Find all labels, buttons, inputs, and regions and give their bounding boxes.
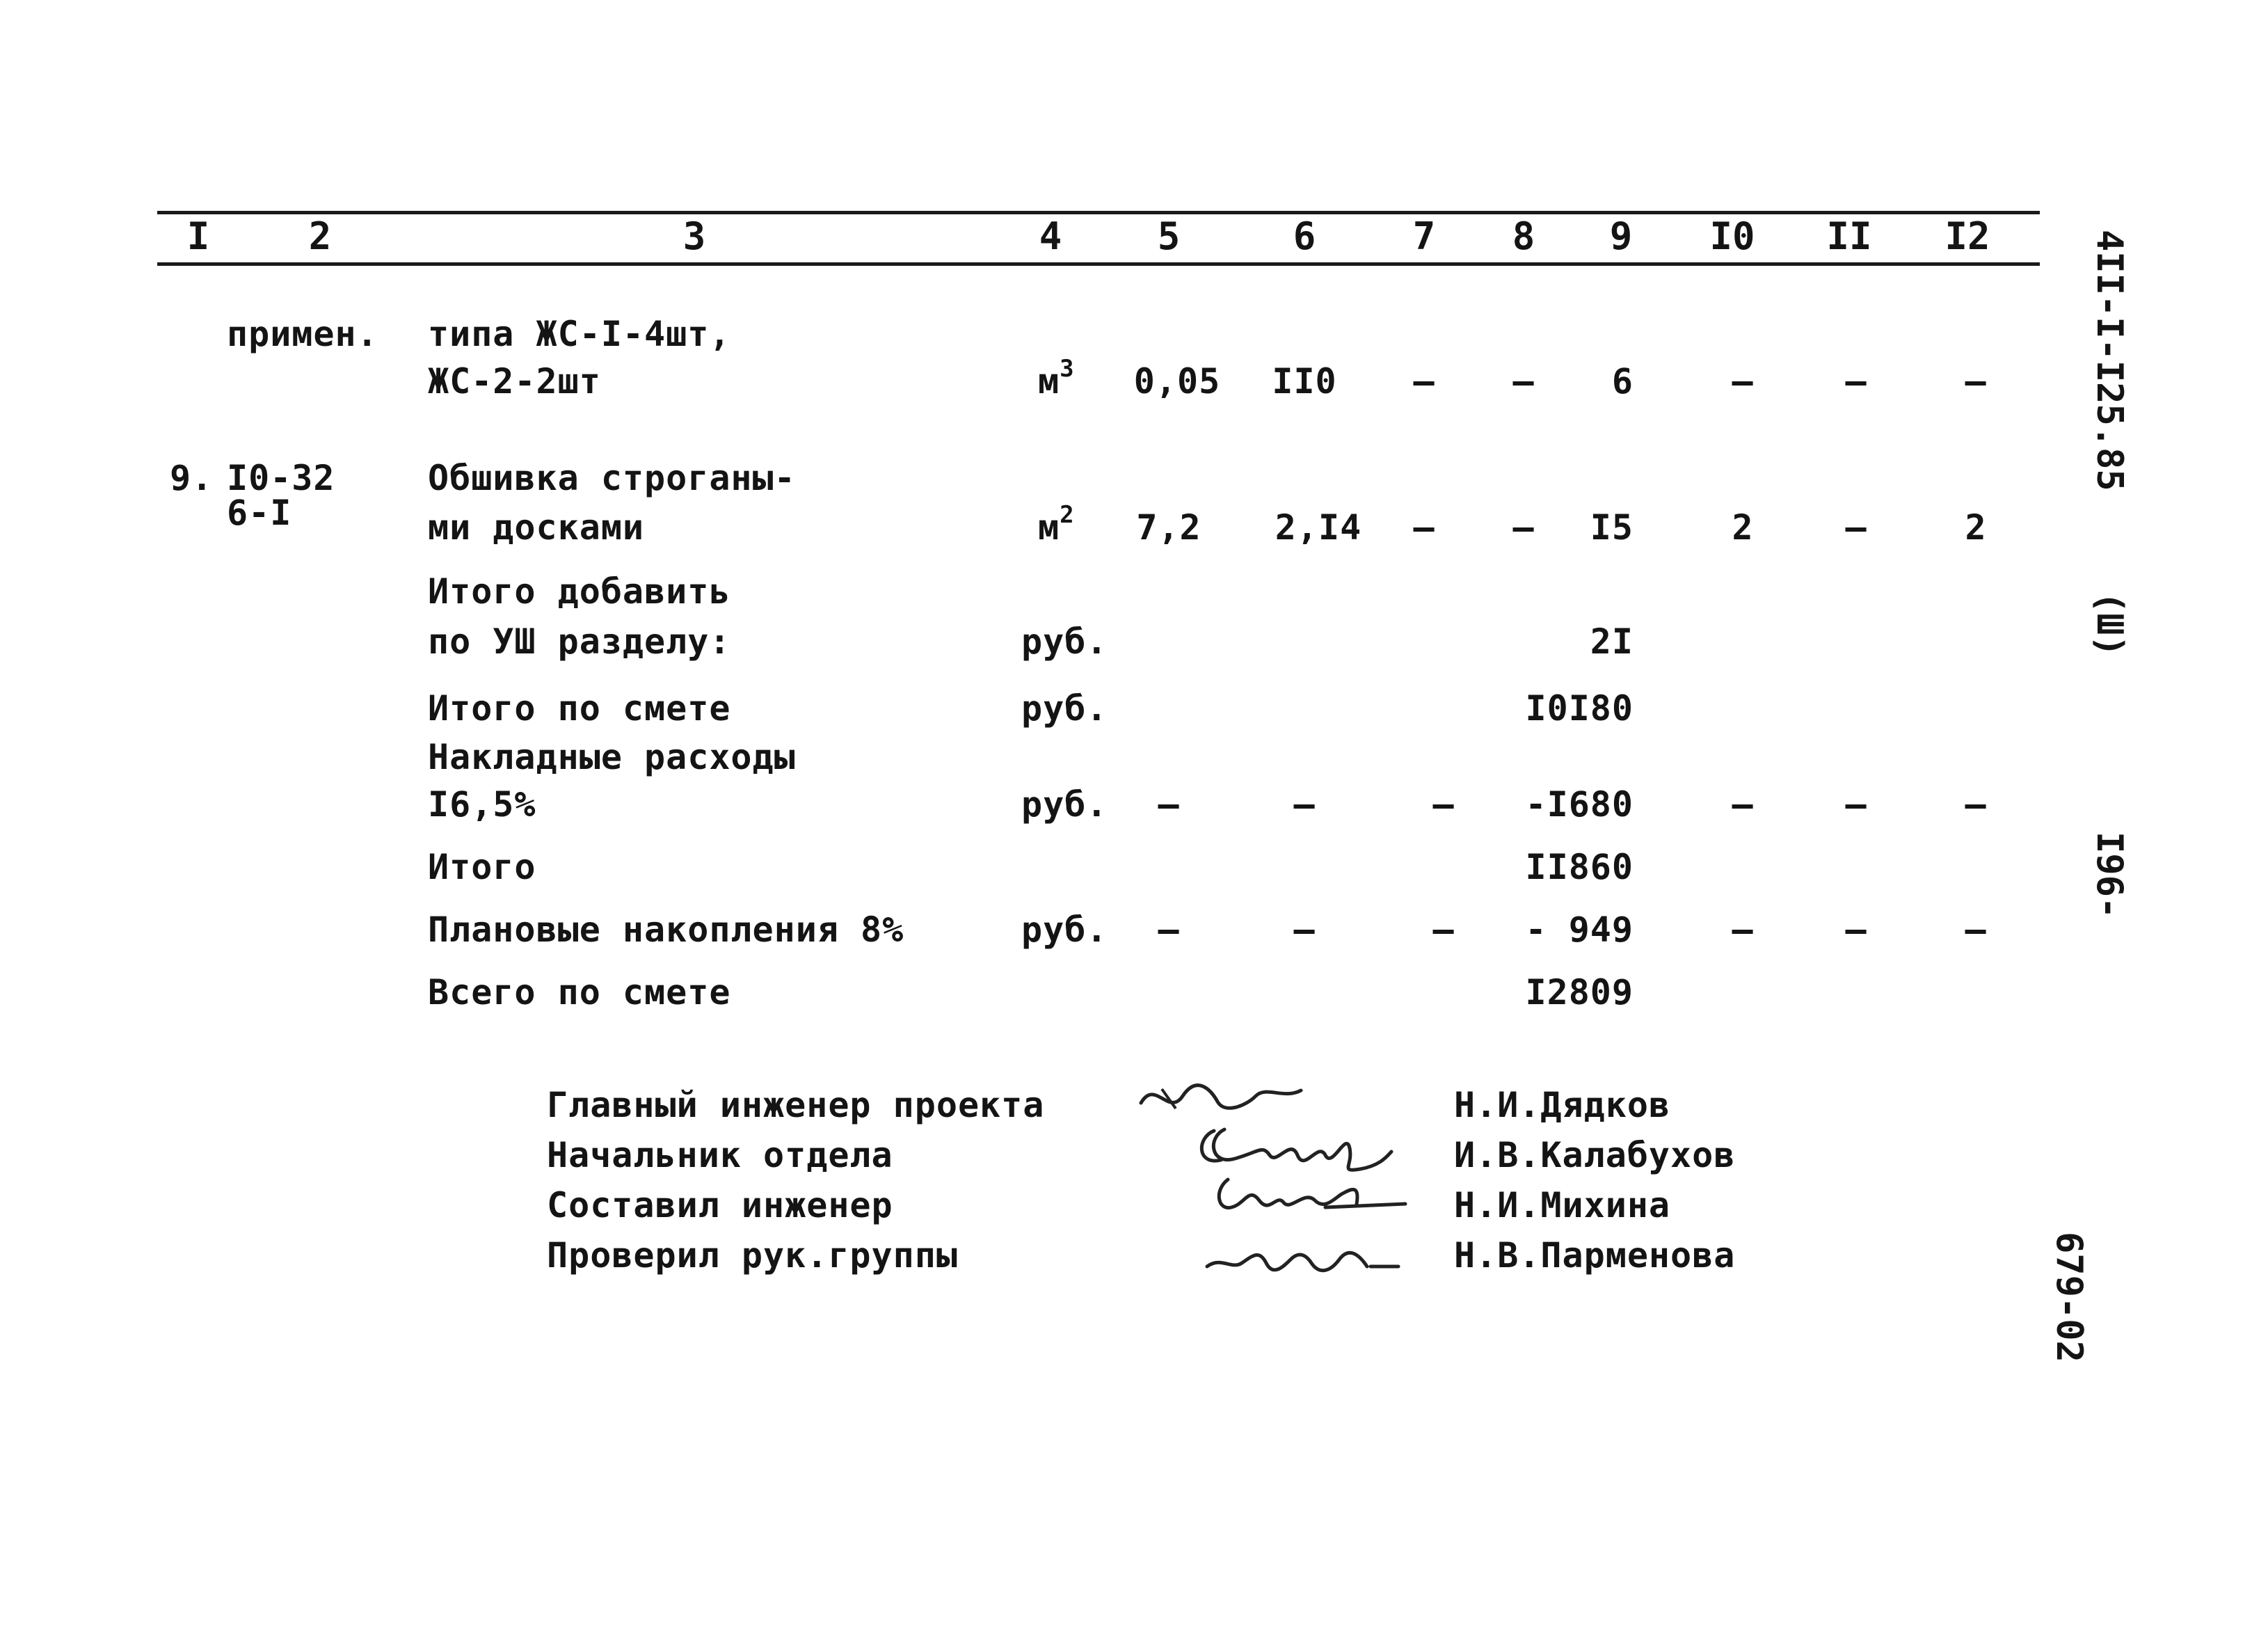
col-header-9: 9 bbox=[1609, 214, 1633, 258]
total-label-line2: I6,5% bbox=[428, 784, 536, 825]
col-header-1: I bbox=[186, 214, 210, 258]
row-col5: 7,2 bbox=[1136, 507, 1201, 548]
signer-name: Н.И.Михина bbox=[1454, 1185, 1671, 1225]
signer-name: Н.И.Дядков bbox=[1454, 1085, 1671, 1125]
row-col9: I5 bbox=[1590, 507, 1634, 548]
total-col12: – bbox=[1965, 910, 1987, 950]
row-col12: – bbox=[1965, 361, 1987, 402]
total-col10: – bbox=[1732, 910, 1754, 950]
total-value: II860 bbox=[1525, 847, 1634, 887]
total-value: I0I80 bbox=[1525, 688, 1634, 729]
total-col11: – bbox=[1845, 910, 1867, 950]
row-justification-line2: 6-I bbox=[227, 493, 292, 533]
col-header-6: 6 bbox=[1293, 214, 1316, 258]
row-justification: примен. bbox=[227, 314, 378, 354]
row-description-line1: Обшивка строганы- bbox=[428, 458, 796, 498]
total-unit: руб. bbox=[1021, 621, 1108, 662]
total-label: Всего по смете bbox=[428, 972, 731, 1012]
row-col6: 2,I4 bbox=[1275, 507, 1362, 548]
col-header-2: 2 bbox=[308, 214, 332, 258]
signer-name: И.В.Калабухов bbox=[1454, 1135, 1736, 1175]
row-number: 9. bbox=[170, 458, 214, 498]
signer-role: Главный инженер проекта bbox=[547, 1085, 1045, 1125]
row-col11: – bbox=[1845, 507, 1867, 548]
page-number: I96- bbox=[2089, 832, 2130, 919]
signer-role: Начальник отдела bbox=[547, 1135, 893, 1175]
col-header-7: 7 bbox=[1412, 214, 1436, 258]
row-col5: 0,05 bbox=[1133, 361, 1221, 402]
row-description-line2: ми досками bbox=[428, 507, 645, 548]
header-bottom-rule bbox=[157, 262, 2040, 266]
total-value: I2809 bbox=[1525, 972, 1634, 1012]
archive-stamp: 679-02 bbox=[2048, 1232, 2090, 1363]
total-col7: – bbox=[1432, 910, 1455, 950]
total-col7: – bbox=[1432, 784, 1455, 825]
total-col11: – bbox=[1845, 784, 1867, 825]
row-description-line2: ЖС-2-2шт bbox=[428, 361, 601, 402]
row-col6: II0 bbox=[1272, 361, 1337, 402]
row-justification-line1: I0-32 bbox=[227, 458, 335, 498]
total-label: Итого bbox=[428, 847, 536, 887]
row-col7: – bbox=[1413, 507, 1435, 548]
total-label-line1: Накладные расходы bbox=[428, 737, 796, 777]
total-label: Итого по смете bbox=[428, 688, 731, 729]
total-value: 2I bbox=[1590, 621, 1634, 662]
row-col10: 2 bbox=[1732, 507, 1754, 548]
signer-name: Н.В.Парменова bbox=[1454, 1235, 1736, 1276]
total-unit: руб. bbox=[1021, 784, 1108, 825]
handwritten-signature bbox=[1200, 1235, 1402, 1284]
total-unit: руб. bbox=[1021, 910, 1108, 950]
signer-role: Составил инженер bbox=[547, 1185, 893, 1225]
row-col10: – bbox=[1732, 361, 1754, 402]
col-header-3: 3 bbox=[682, 214, 706, 258]
handwritten-signature bbox=[1207, 1169, 1409, 1225]
col-header-11: II bbox=[1826, 214, 1872, 258]
col-header-8: 8 bbox=[1512, 214, 1535, 258]
col-header-10: I0 bbox=[1709, 214, 1755, 258]
total-col6: – bbox=[1293, 910, 1316, 950]
row-col9: 6 bbox=[1611, 361, 1634, 402]
total-value: - 949 bbox=[1525, 910, 1634, 950]
row-col8: – bbox=[1512, 507, 1535, 548]
row-unit: $м^2$ bbox=[1038, 501, 1075, 548]
total-col12: – bbox=[1965, 784, 1987, 825]
col-header-5: 5 bbox=[1157, 214, 1181, 258]
total-col5: – bbox=[1158, 784, 1180, 825]
total-label-line2: по УШ разделу: bbox=[428, 621, 731, 662]
header-top-rule bbox=[157, 211, 2040, 214]
col-header-4: 4 bbox=[1039, 214, 1062, 258]
document-code: 4II-I-I25.85 bbox=[2089, 230, 2130, 491]
row-unit: $м^3$ bbox=[1038, 355, 1075, 402]
total-unit: руб. bbox=[1021, 688, 1108, 729]
total-label: Плановые накопления 8% bbox=[428, 910, 904, 950]
total-label-line1: Итого добавить bbox=[428, 571, 731, 612]
total-col5: – bbox=[1158, 910, 1180, 950]
signer-role: Проверил рук.группы bbox=[547, 1235, 958, 1276]
row-description-line1: типа ЖС-I-4шт, bbox=[428, 314, 731, 354]
row-col11: – bbox=[1845, 361, 1867, 402]
row-col12: 2 bbox=[1965, 507, 1987, 548]
col-header-12: I2 bbox=[1944, 214, 1990, 258]
row-col7: – bbox=[1413, 361, 1435, 402]
total-col10: – bbox=[1732, 784, 1754, 825]
total-col6: – bbox=[1293, 784, 1316, 825]
total-value: -I680 bbox=[1525, 784, 1634, 825]
album-number: (Ш) bbox=[2089, 591, 2130, 657]
row-col8: – bbox=[1512, 361, 1535, 402]
